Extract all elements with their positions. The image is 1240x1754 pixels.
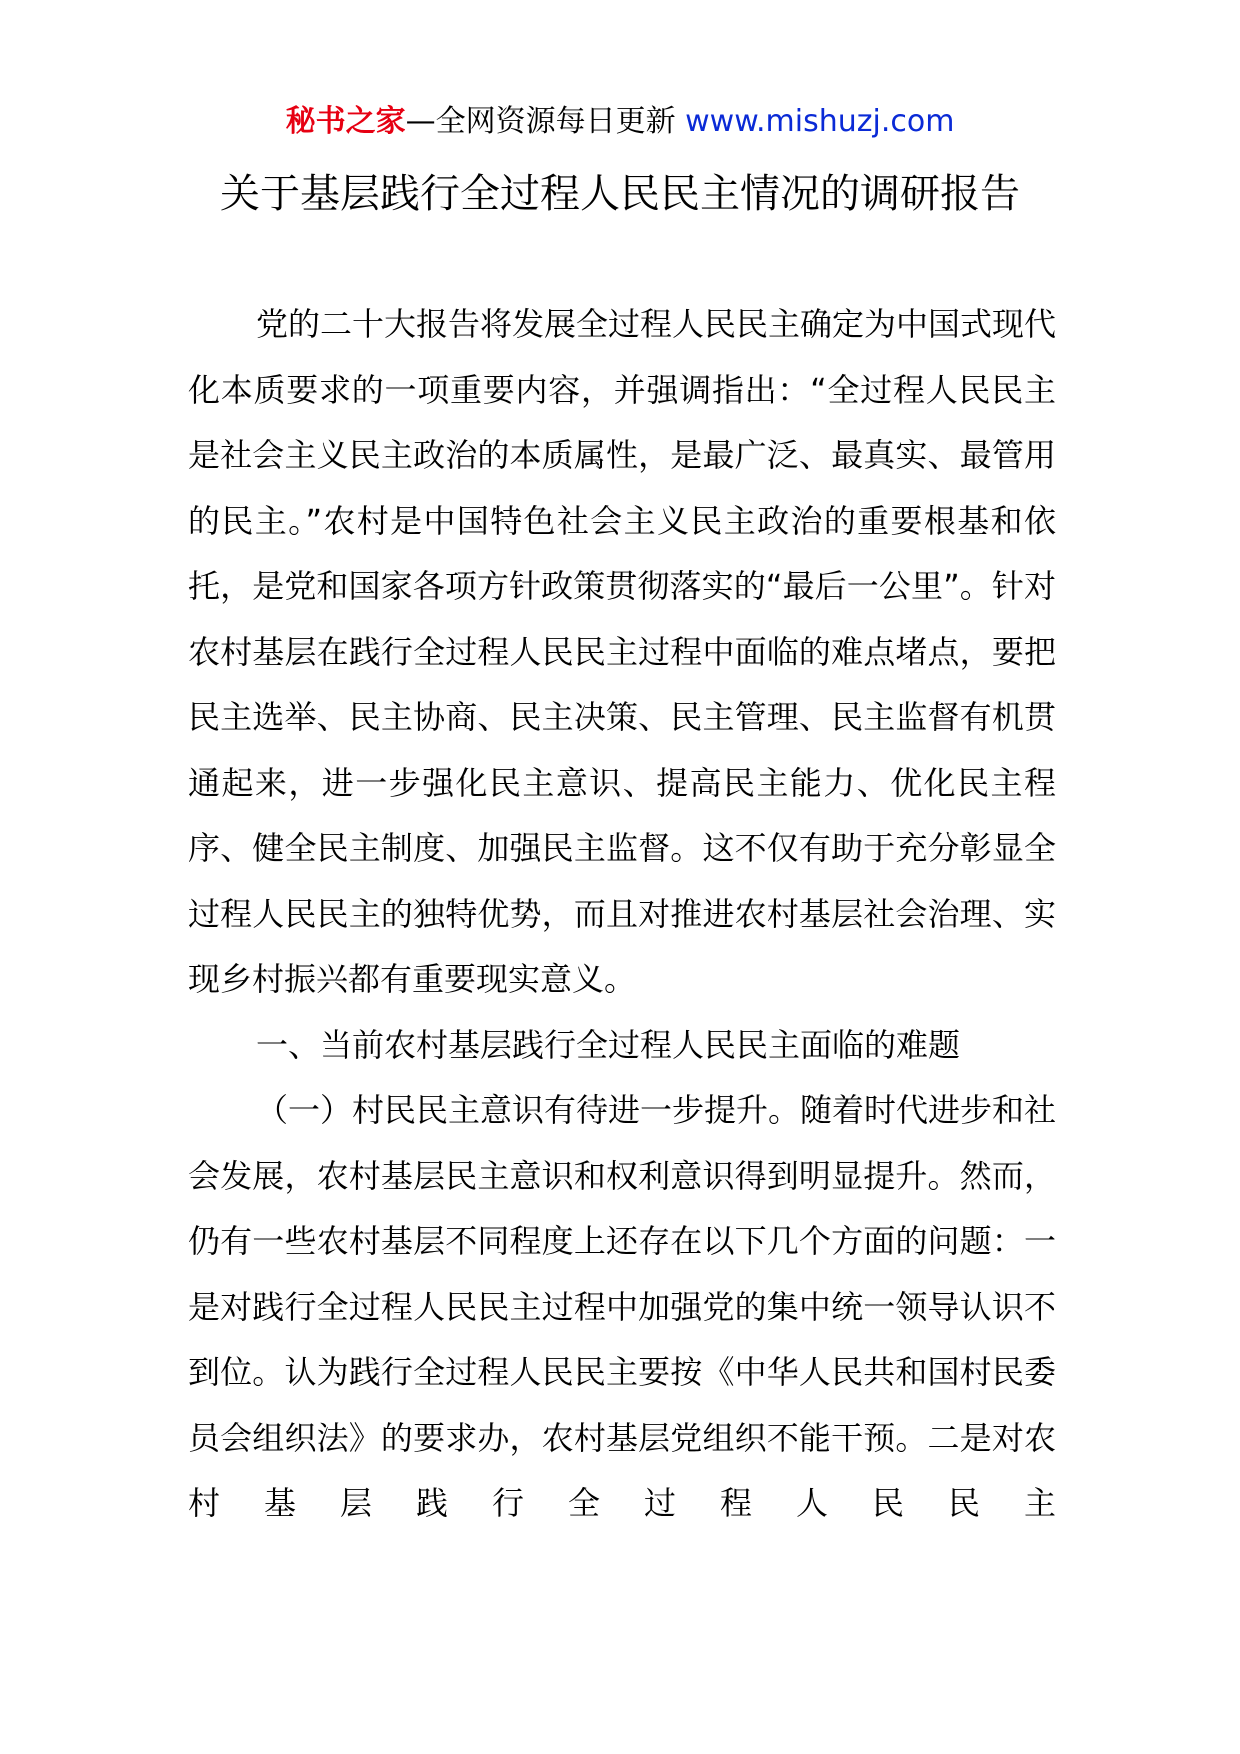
document-body [188, 292, 1056, 1537]
intro-paragraph: 党的二十大报告将发展全过程人民民主确定为中国式现代化本质要求的一项重要内容，并强调指出：“全过程人民民主是社会主义民主政治的本质属性，是最广泛、最真实、最管用的民主。”农村是中国特色社会主义民主政治的重要根基和依托，是党和国家各项方针政策贯彻落实的“最后一公里”。针对农村基层在践行全过程人民民主过程中面临的难点堵点，要把民主选举、民主协商、民主决策、民主管理、民主监督有机贯通起来，进一步强化民主意识、提高民主能力、优化民主程序、健全民主制度、加强民主监督。这不仅有助于充分彰显全过程人民民主的独特优势，而且对推进农村基层社会治理、实现乡村振兴都有重要现实意义。 [188, 305, 1057, 998]
site-header [0, 100, 1240, 144]
section-heading: 一、当前农村基层践行全过程人民民主面临的难题 [256, 1025, 961, 1064]
subsection-paragraph: （一）村民民主意识有待进一步提升。随着时代进步和社会发展，农村基层民主意识和权利意识得到明显提升。然而，仍有一些农村基层不同程度上还存在以下几个方面的问题：一是对践行全过程人民民主过程中加强党的集中统一领导认识不到位。认为践行全过程人民民主要按《中华人民共和国村民委员会组织法》的要求办，农村基层党组织不能干预。二是对农村基层践行全过程人民民主 [188, 1091, 1057, 1522]
site-tagline: —全网资源每日更新 [405, 104, 686, 139]
document-title: 关于基层践行全过程人民民主情况的调研报告 [220, 171, 1020, 217]
site-url-link[interactable]: www.mishuzj.com [685, 104, 955, 139]
brand-name: 秘书之家 [285, 104, 406, 139]
